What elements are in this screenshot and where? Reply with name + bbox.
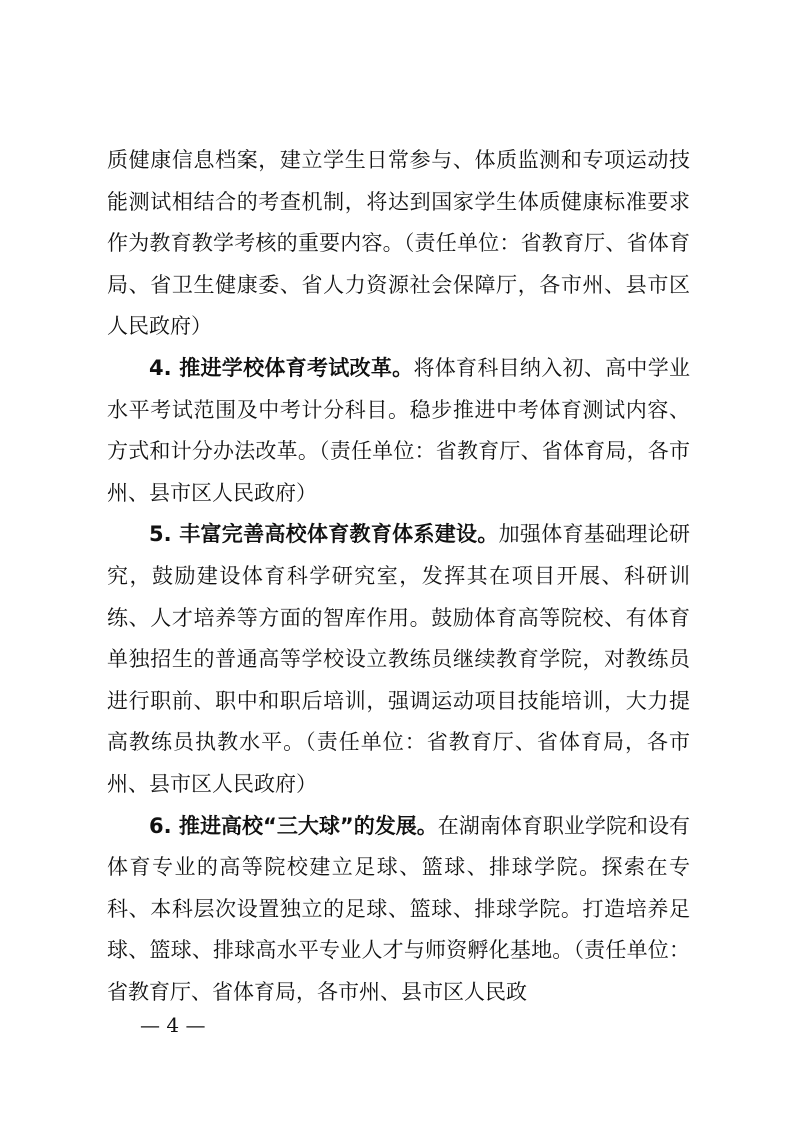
page-number: — 4 — <box>140 1013 206 1037</box>
body-text <box>107 140 690 1013</box>
paragraph-text: 在湖南体育职业学院和设有体育专业的高等院校建立足球、篮球、排球学院。探索在专科、本科层次设置独立的足球、篮球、排球学院。打造培养足球、篮球、排球高水平专业人才与师资孵化基地。（责任单位：省教育厅、省体育局，各市州、县市区人民政 <box>107 813 690 1004</box>
paragraph-heading: 4. 推进学校体育考试改革。 <box>149 355 414 380</box>
paragraph-heading: 6. 推进高校“三大球”的发展。 <box>149 813 438 838</box>
paragraph-item-4 <box>107 348 690 514</box>
paragraph-item-5 <box>107 514 690 805</box>
paragraph-text: 将体育科目纳入初、高中学业水平考试范围及中考计分科目。稳步推进中考体育测试内容、方式和计分办法改革。（责任单位：省教育厅、省体育局，各市州、县市区人民政府） <box>107 355 690 505</box>
paragraph-heading: 5. 丰富完善高校体育教育体系建设。 <box>149 522 499 547</box>
paragraph-continuation <box>107 140 690 348</box>
paragraph-text: 质健康信息档案，建立学生日常参与、体质监测和专项运动技能测试相结合的考查机制，将达到国家学生体质健康标准要求作为教育教学考核的重要内容。（责任单位：省教育厅、省体育局、省卫生健康委、省人力资源社会保障厅，各市州、县市区人民政府） <box>107 148 690 339</box>
paragraph-text: 加强体育基础理论研究，鼓励建设体育科学研究室，发挥其在项目开展、科研训练、人才培养等方面的智库作用。鼓励体育高等院校、有体育单独招生的普通高等学校设立教练员继续教育学院，对教练员进行职前、职中和职后培训，强调运动项目技能培训，大力提高教练员执教水平。（责任单位：省教育厅、省体育局，各市州、县市区人民政府） <box>107 522 691 796</box>
paragraph-item-6 <box>107 806 690 1014</box>
